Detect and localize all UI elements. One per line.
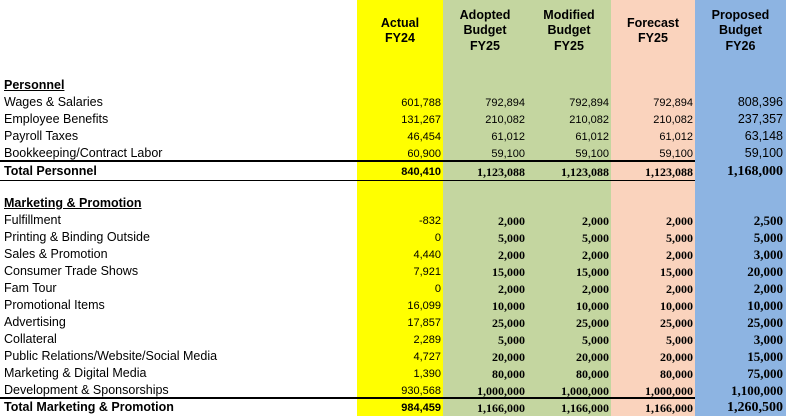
cell-adopted: 10,000 [492,299,525,313]
row-label: Consumer Trade Shows [4,264,139,278]
row-label: Sales & Promotion [4,247,108,261]
cell-actual: 1,390 [413,368,441,380]
cell-forecast: 25,000 [660,316,693,330]
table-row [0,348,786,365]
cell-modified: 2,000 [582,248,609,262]
cell-adopted: 792,894 [485,97,525,109]
cell-adopted: 5,000 [498,333,525,347]
table-row [0,94,786,111]
cell-modified: 25,000 [576,316,609,330]
cell-modified: 10,000 [576,299,609,313]
cell-forecast: 20,000 [660,350,693,364]
cell-proposed: 5,000 [753,230,783,245]
total-underline [0,180,695,181]
total-row [0,163,786,180]
cell-adopted: 1,000,000 [477,384,525,398]
cell-forecast: 1,000,000 [645,384,693,398]
cell-forecast: 2,000 [666,214,693,228]
cell-actual: 2,289 [413,334,441,346]
row-label: Fam Tour [4,281,57,295]
cell-adopted: 15,000 [492,265,525,279]
cell-modified: 15,000 [576,265,609,279]
cell-forecast: 5,000 [666,231,693,245]
cell-forecast: 792,894 [653,97,693,109]
row-label: Employee Benefits [4,112,109,126]
header-actual-fy24: Actual FY24 [380,15,420,45]
cell-proposed: 63,148 [744,129,783,143]
cell-actual: 46,454 [407,131,441,143]
cell-proposed: 3,000 [753,247,783,262]
table-row [0,263,786,280]
row-label: Development & Sponsorships [4,383,169,397]
cell-proposed: 3,000 [753,332,783,347]
cell-actual: 4,727 [413,351,441,363]
total-actual: 984,459 [401,402,441,414]
cell-modified: 5,000 [582,333,609,347]
cell-adopted: 25,000 [492,316,525,330]
total-label: Total Personnel [4,164,97,178]
section-heading-row [0,77,786,94]
cell-actual: 16,099 [407,300,441,312]
cell-forecast: 59,100 [659,148,693,160]
header-forecast-fy25: Forecast FY25 [626,15,680,45]
total-proposed: 1,168,000 [727,164,783,179]
row-label: Bookkeeping/Contract Labor [4,146,163,160]
cell-modified: 2,000 [582,214,609,228]
cell-actual: 131,267 [401,114,441,126]
cell-adopted: 2,000 [498,282,525,296]
header-proposed-budget-fy26: Proposed Budget FY26 [711,7,770,53]
total-modified: 1,123,088 [561,165,609,179]
cell-forecast: 15,000 [660,265,693,279]
cell-adopted: 61,012 [491,131,525,143]
table-row [0,297,786,314]
cell-modified: 5,000 [582,231,609,245]
section-heading-row [0,195,786,212]
cell-proposed: 808,396 [737,95,783,109]
table-row [0,229,786,246]
row-label: Fulfillment [4,213,61,227]
cell-modified: 792,894 [569,97,609,109]
cell-modified: 1,000,000 [561,384,609,398]
cell-actual: 17,857 [407,317,441,329]
table-row [0,128,786,145]
total-adopted: 1,166,000 [477,401,525,415]
cell-forecast: 210,082 [653,114,693,126]
row-label: Wages & Salaries [4,95,103,109]
total-adopted: 1,123,088 [477,165,525,179]
total-row [0,399,786,416]
cell-forecast: 10,000 [660,299,693,313]
cell-modified: 61,012 [575,131,609,143]
cell-forecast: 61,012 [659,131,693,143]
cell-proposed: 59,100 [744,146,783,160]
cell-actual: 60,900 [407,148,441,160]
section-title-marketing: Marketing & Promotion [4,196,142,210]
cell-forecast: 80,000 [660,367,693,381]
row-label: Public Relations/Website/Social Media [4,349,218,363]
cell-modified: 80,000 [576,367,609,381]
total-forecast: 1,123,088 [645,165,693,179]
header-adopted-budget-fy25: Adopted Budget FY25 [459,7,511,53]
cell-proposed: 2,500 [753,213,783,228]
total-modified: 1,166,000 [561,401,609,415]
cell-forecast: 5,000 [666,333,693,347]
table-row [0,280,786,297]
cell-modified: 59,100 [575,148,609,160]
row-label: Promotional Items [4,298,105,312]
total-divider-line [0,160,695,162]
cell-proposed: 15,000 [747,349,783,364]
total-actual: 840,410 [401,166,441,178]
row-label: Collateral [4,332,57,346]
cell-actual: 7,921 [413,266,441,278]
total-forecast: 1,166,000 [645,401,693,415]
cell-adopted: 2,000 [498,214,525,228]
cell-actual: 601,788 [401,97,441,109]
row-label: Advertising [4,315,66,329]
table-row [0,111,786,128]
cell-modified: 210,082 [569,114,609,126]
cell-proposed: 2,000 [753,281,783,296]
cell-modified: 20,000 [576,350,609,364]
row-label: Printing & Binding Outside [4,230,150,244]
cell-actual: 4,440 [413,249,441,261]
cell-adopted: 210,082 [485,114,525,126]
cell-proposed: 75,000 [747,366,783,381]
cell-adopted: 59,100 [491,148,525,160]
cell-proposed: 20,000 [747,264,783,279]
table-row [0,331,786,348]
header-modified-budget-fy25: Modified Budget FY25 [543,7,595,53]
row-label: Payroll Taxes [4,129,79,143]
cell-proposed: 237,357 [737,112,783,126]
cell-actual: 0 [434,232,441,244]
table-row [0,365,786,382]
total-proposed: 1,260,500 [727,400,783,415]
table-row [0,314,786,331]
cell-proposed: 1,100,000 [731,383,783,398]
section-title-personnel: Personnel [4,78,65,92]
table-row [0,212,786,229]
cell-adopted: 20,000 [492,350,525,364]
cell-actual: -832 [418,215,441,227]
cell-actual: 0 [434,283,441,295]
table-row [0,246,786,263]
cell-adopted: 80,000 [492,367,525,381]
total-label: Total Marketing & Promotion [4,400,174,414]
cell-actual: 930,568 [401,385,441,397]
cell-adopted: 5,000 [498,231,525,245]
cell-forecast: 2,000 [666,248,693,262]
cell-adopted: 2,000 [498,248,525,262]
cell-proposed: 10,000 [747,298,783,313]
cell-proposed: 25,000 [747,315,783,330]
cell-forecast: 2,000 [666,282,693,296]
cell-modified: 2,000 [582,282,609,296]
row-label: Marketing & Digital Media [4,366,147,380]
